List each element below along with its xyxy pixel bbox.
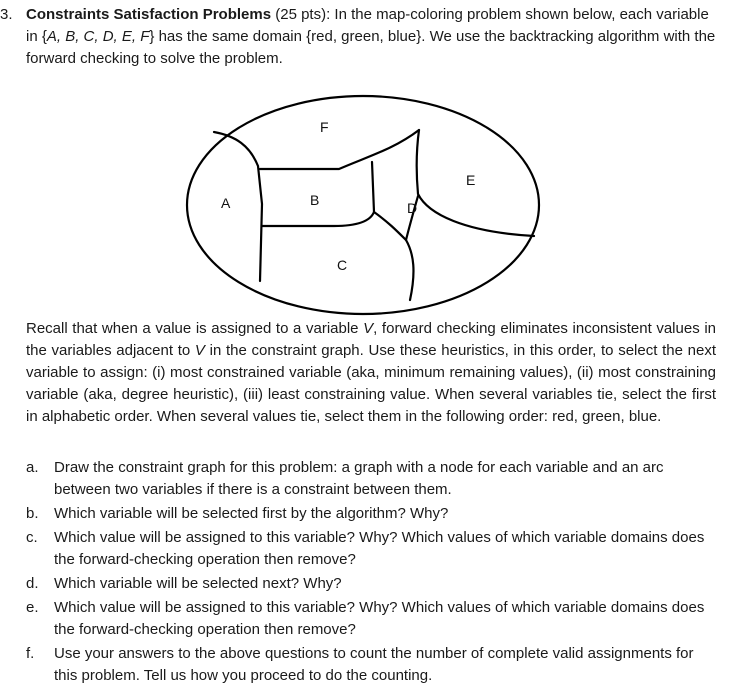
region-label-e: E bbox=[466, 172, 476, 188]
recall-var1: V bbox=[363, 320, 374, 337]
item-letter: c. bbox=[26, 529, 38, 546]
border-f bbox=[260, 130, 419, 169]
question-list bbox=[26, 457, 716, 689]
item-text: Use your answers to the above questions to count the number of complete valid assignments for this problem. Tell us how you proceed to do the counting. bbox=[54, 645, 694, 684]
question-title: Constraints Satisfaction Problems bbox=[26, 6, 272, 23]
border-c bbox=[374, 212, 413, 300]
item-text: Draw the constraint graph for this problem: a graph with a node for each variable and an arc between two variables if there is a constraint between them. bbox=[54, 459, 664, 498]
question-intro-end: } has the same domain {red, green, blue}. We use the backtracking algorithm with the forward checking to solve the problem. bbox=[26, 28, 716, 67]
map-figure bbox=[184, 94, 542, 316]
recall-paragraph bbox=[26, 318, 716, 428]
item-letter: e. bbox=[26, 599, 39, 616]
item-text: Which value will be assigned to this variable? Why? Which values of which variable domains does the forward-checking operation then remove? bbox=[54, 599, 705, 638]
list-item-e bbox=[26, 597, 716, 641]
question-header bbox=[0, 4, 716, 70]
recall-part2: , forward checking eliminates inconsistent values in the variables adjacent to bbox=[26, 320, 716, 359]
item-letter: d. bbox=[26, 575, 39, 592]
recall-var2: V bbox=[194, 342, 205, 359]
item-text: Which variable will be selected first by the algorithm? Why? bbox=[54, 505, 449, 522]
list-item-d bbox=[26, 573, 716, 595]
list-item-b bbox=[26, 503, 716, 525]
region-label-d: D bbox=[407, 200, 418, 216]
list-item-f bbox=[26, 643, 716, 687]
item-letter: a. bbox=[26, 459, 39, 476]
list-item-a bbox=[26, 457, 716, 501]
item-letter: b. bbox=[26, 505, 39, 522]
region-label-c: C bbox=[337, 257, 348, 273]
question-intro-start: : In the map-coloring problem shown below, each variable in { bbox=[26, 6, 709, 45]
question-variables: A, B, C, D, E, F bbox=[46, 28, 150, 45]
question-points: (25 pts) bbox=[275, 6, 327, 23]
region-label-b: B bbox=[310, 192, 320, 208]
item-text: Which variable will be selected next? Why? bbox=[54, 575, 342, 592]
question-number: 3. bbox=[0, 6, 13, 23]
map-outline bbox=[187, 96, 539, 314]
recall-part1: Recall that when a value is assigned to a variable bbox=[26, 320, 364, 337]
region-label-f: F bbox=[320, 119, 329, 135]
item-letter: f. bbox=[26, 645, 35, 662]
recall-part3: in the constraint graph. Use these heuristics, in this order, to select the next variable to assign: (i) most constrained variable (aka, minimum remaining values), (ii) most constraining variable (aka, degree heuristic), (iii) least constraining value. When several variables tie, select the first in alphabetic order. When several values tie, select them in the following order: red, green, blue. bbox=[26, 342, 716, 425]
region-label-a: A bbox=[221, 195, 231, 211]
list-item-c bbox=[26, 527, 716, 571]
item-text: Which value will be assigned to this variable? Why? Which values of which variable domains does the forward-checking operation then remove? bbox=[54, 529, 705, 568]
